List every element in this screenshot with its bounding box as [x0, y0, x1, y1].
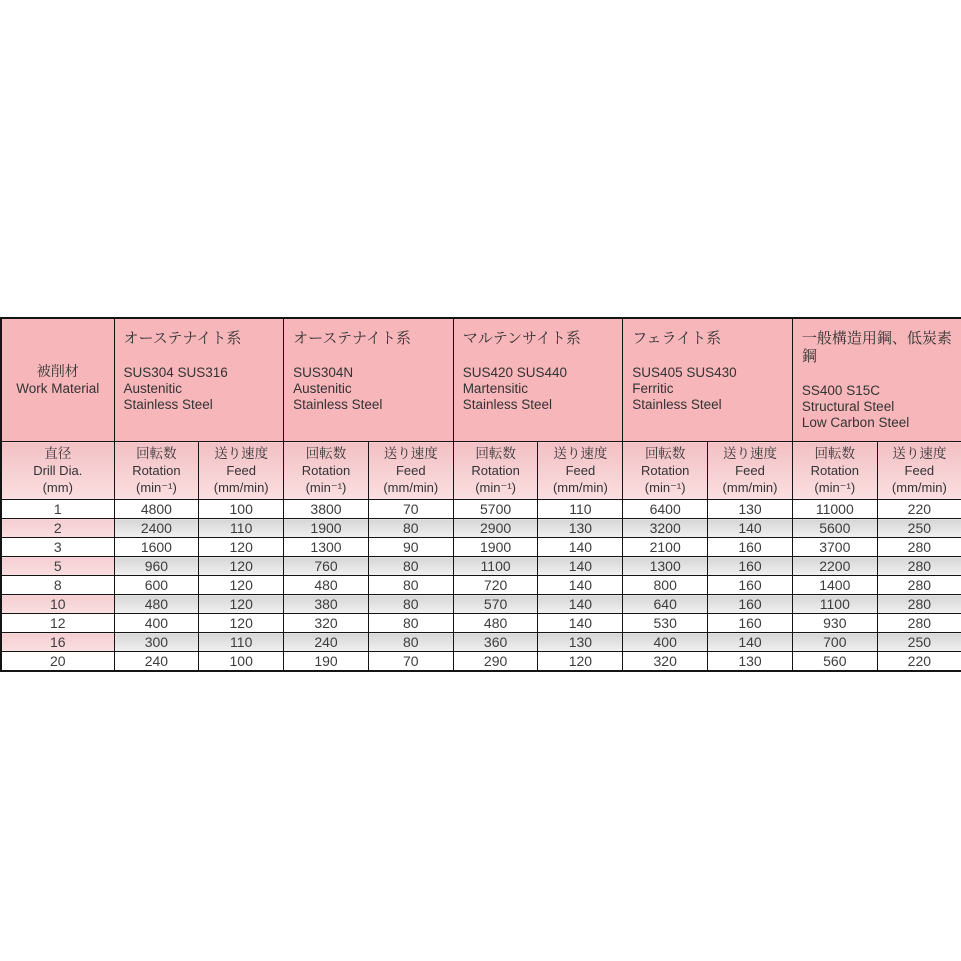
- feed-cell: 80: [368, 633, 453, 652]
- rotation-cell: 1900: [453, 538, 538, 557]
- drill-dia-cell: 2: [1, 519, 114, 538]
- feed-cell: 70: [368, 500, 453, 519]
- rotation-label-ja: 回転数: [644, 446, 686, 461]
- rotation-cell: 5600: [792, 519, 877, 538]
- feed-subheader: [877, 442, 961, 500]
- feed-cell: 130: [538, 633, 623, 652]
- dia-label-unit: (mm): [42, 480, 73, 495]
- drilling-conditions-table: [0, 317, 961, 672]
- feed-cell: 160: [708, 614, 793, 633]
- rotation-cell: 480: [453, 614, 538, 633]
- material-header-row: [1, 318, 961, 442]
- rotation-cell: 930: [792, 614, 877, 633]
- drill-dia-cell: 10: [1, 595, 114, 614]
- material-en-label-2: Stainless Steel: [632, 397, 722, 412]
- material-type-label: フェライト系: [632, 330, 722, 347]
- rotation-subheader: [284, 442, 369, 500]
- feed-cell: 80: [368, 576, 453, 595]
- rotation-cell: 2900: [453, 519, 538, 538]
- table-row: [1, 633, 961, 652]
- drill-dia-cell: 8: [1, 576, 114, 595]
- drill-dia-cell: 20: [1, 652, 114, 672]
- table-row: [1, 500, 961, 519]
- feed-label-ja: 送り速度: [214, 446, 269, 461]
- table-body: [1, 500, 961, 672]
- table-row: [1, 652, 961, 672]
- subheader-row: [1, 442, 961, 500]
- dia-label-ja: 直径: [44, 446, 72, 461]
- feed-label-unit: (mm/min): [552, 480, 608, 495]
- rotation-subheader: [453, 442, 538, 500]
- feed-cell: 80: [368, 557, 453, 576]
- drill-dia-cell: 1: [1, 500, 114, 519]
- rotation-cell: 530: [623, 614, 708, 633]
- rotation-cell: 1300: [623, 557, 708, 576]
- rotation-cell: 1400: [792, 576, 877, 595]
- rotation-cell: 320: [623, 652, 708, 672]
- material-type-label: オーステナイト系: [123, 330, 242, 347]
- rotation-subheader: [792, 442, 877, 500]
- rotation-cell: 1900: [284, 519, 369, 538]
- rotation-subheader: [114, 442, 199, 500]
- rotation-label-en: Rotation: [640, 463, 690, 478]
- feed-subheader: [368, 442, 453, 500]
- feed-cell: 160: [708, 576, 793, 595]
- feed-subheader: [199, 442, 284, 500]
- feed-cell: 160: [708, 557, 793, 576]
- rotation-cell: 560: [792, 652, 877, 672]
- rotation-label-unit: (min⁻¹): [305, 480, 347, 495]
- feed-cell: 280: [877, 576, 961, 595]
- drill-dia-cell: 16: [1, 633, 114, 652]
- rotation-cell: 760: [284, 557, 369, 576]
- feed-cell: 130: [708, 652, 793, 672]
- material-grades-label: SUS420 SUS440: [462, 365, 568, 380]
- feed-cell: 280: [877, 614, 961, 633]
- rotation-subheader: [623, 442, 708, 500]
- feed-cell: 140: [538, 576, 623, 595]
- rotation-cell: 240: [284, 633, 369, 652]
- material-header-martensitic: [453, 318, 623, 442]
- feed-label-en: Feed: [226, 463, 257, 478]
- rotation-cell: 400: [623, 633, 708, 652]
- feed-label-ja: 送り速度: [723, 446, 777, 461]
- feed-cell: 140: [708, 519, 793, 538]
- rotation-cell: 480: [284, 576, 369, 595]
- rotation-cell: 600: [114, 576, 199, 595]
- feed-label-unit: (mm/min): [722, 480, 778, 495]
- rotation-label-en: Rotation: [471, 463, 520, 478]
- material-en-label-1: Structural Steel: [801, 399, 895, 414]
- rotation-cell: 1600: [114, 538, 199, 557]
- rotation-cell: 360: [453, 633, 538, 652]
- feed-cell: 220: [877, 500, 961, 519]
- rotation-cell: 240: [114, 652, 199, 672]
- rotation-label-unit: (min⁻¹): [644, 480, 686, 495]
- rotation-label-ja: 回転数: [136, 446, 177, 461]
- feed-cell: 80: [368, 595, 453, 614]
- work-material-label-ja: 被削材: [36, 363, 79, 379]
- table-row: [1, 595, 961, 614]
- rotation-label-ja: 回転数: [475, 446, 516, 461]
- feed-cell: 120: [199, 595, 284, 614]
- feed-cell: 120: [199, 576, 284, 595]
- feed-label-unit: (mm/min): [891, 480, 947, 495]
- feed-cell: 140: [538, 538, 623, 557]
- table-row: [1, 614, 961, 633]
- feed-cell: 140: [538, 557, 623, 576]
- rotation-cell: 1300: [284, 538, 369, 557]
- table-row: [1, 576, 961, 595]
- feed-label-unit: (mm/min): [383, 480, 439, 495]
- feed-cell: 130: [538, 519, 623, 538]
- rotation-label-unit: (min⁻¹): [814, 480, 856, 495]
- feed-cell: 280: [877, 595, 961, 614]
- feed-cell: 160: [708, 595, 793, 614]
- feed-cell: 140: [538, 614, 623, 633]
- rotation-cell: 380: [284, 595, 369, 614]
- rotation-label-ja: 回転数: [305, 446, 347, 461]
- material-en-label-1: Austenitic: [123, 381, 183, 396]
- feed-cell: 220: [877, 652, 961, 672]
- material-en-label-2: Stainless Steel: [462, 397, 552, 412]
- feed-label-en: Feed: [904, 463, 935, 478]
- rotation-cell: 1100: [792, 595, 877, 614]
- work-material-header: [1, 318, 114, 442]
- rotation-cell: 2200: [792, 557, 877, 576]
- table-row: [1, 519, 961, 538]
- feed-cell: 70: [368, 652, 453, 672]
- rotation-cell: 1100: [453, 557, 538, 576]
- feed-cell: 130: [708, 500, 793, 519]
- feed-cell: 110: [538, 500, 623, 519]
- feed-label-en: Feed: [395, 463, 426, 478]
- feed-cell: 90: [368, 538, 453, 557]
- feed-cell: 100: [199, 652, 284, 672]
- feed-cell: 120: [199, 538, 284, 557]
- material-grades-label: SUS304 SUS316: [123, 365, 228, 380]
- rotation-cell: 3800: [284, 500, 369, 519]
- material-header-ferritic: [623, 318, 793, 442]
- table-header: [1, 318, 961, 500]
- material-grades-label: SUS405 SUS430: [632, 365, 737, 380]
- material-header-austenitic-sus304: [114, 318, 284, 442]
- feed-cell: 250: [877, 519, 961, 538]
- feed-cell: 160: [708, 538, 793, 557]
- rotation-cell: 190: [284, 652, 369, 672]
- drill-dia-cell: 12: [1, 614, 114, 633]
- rotation-label-en: Rotation: [132, 463, 181, 478]
- rotation-cell: 720: [453, 576, 538, 595]
- table-row: [1, 538, 961, 557]
- rotation-label-en: Rotation: [301, 463, 351, 478]
- feed-cell: 80: [368, 614, 453, 633]
- table-row: [1, 557, 961, 576]
- rotation-label-en: Rotation: [810, 463, 860, 478]
- feed-cell: 110: [199, 519, 284, 538]
- rotation-label-ja: 回転数: [814, 446, 856, 461]
- material-en-label-2: Low Carbon Steel: [801, 415, 910, 430]
- feed-cell: 280: [877, 538, 961, 557]
- rotation-cell: 5700: [453, 500, 538, 519]
- material-type-label: マルテンサイト系: [462, 330, 581, 347]
- rotation-cell: 960: [114, 557, 199, 576]
- rotation-cell: 11000: [792, 500, 877, 519]
- rotation-cell: 4800: [114, 500, 199, 519]
- rotation-cell: 700: [792, 633, 877, 652]
- rotation-cell: 290: [453, 652, 538, 672]
- feed-label-en: Feed: [735, 463, 765, 478]
- feed-subheader: [708, 442, 793, 500]
- drill-dia-cell: 3: [1, 538, 114, 557]
- feed-label-en: Feed: [565, 463, 596, 478]
- material-header-austenitic-sus304n: [284, 318, 454, 442]
- rotation-cell: 300: [114, 633, 199, 652]
- material-grades-label: SUS304N: [293, 365, 354, 380]
- material-en-label-2: Stainless Steel: [123, 397, 213, 412]
- material-type-label: オーステナイト系: [293, 330, 411, 347]
- feed-cell: 100: [199, 500, 284, 519]
- feed-label-ja: 送り速度: [383, 446, 438, 461]
- material-en-label-1: Austenitic: [293, 381, 352, 396]
- material-en-label-2: Stainless Steel: [293, 397, 383, 412]
- material-en-label-1: Martensitic: [462, 381, 528, 396]
- rotation-cell: 2100: [623, 538, 708, 557]
- material-grades-label: SS400 S15C: [801, 383, 880, 398]
- rotation-cell: 3200: [623, 519, 708, 538]
- feed-cell: 120: [199, 614, 284, 633]
- rotation-cell: 400: [114, 614, 199, 633]
- rotation-label-unit: (min⁻¹): [475, 480, 516, 495]
- material-en-label-1: Ferritic: [632, 381, 674, 396]
- drill-dia-subheader: [1, 442, 114, 500]
- drill-dia-cell: 5: [1, 557, 114, 576]
- rotation-cell: 6400: [623, 500, 708, 519]
- material-header-structural-steel: [792, 318, 961, 442]
- feed-cell: 140: [708, 633, 793, 652]
- feed-cell: 110: [199, 633, 284, 652]
- feed-cell: 120: [538, 652, 623, 672]
- feed-label-unit: (mm/min): [213, 480, 269, 495]
- feed-cell: 140: [538, 595, 623, 614]
- dia-label-en: Drill Dia.: [33, 463, 83, 478]
- rotation-cell: 480: [114, 595, 199, 614]
- feed-label-ja: 送り速度: [553, 446, 608, 461]
- rotation-cell: 570: [453, 595, 538, 614]
- feed-label-ja: 送り速度: [892, 446, 947, 461]
- rotation-cell: 320: [284, 614, 369, 633]
- material-type-label: 一般構造用鋼、低炭素鋼: [801, 330, 952, 365]
- feed-cell: 280: [877, 557, 961, 576]
- rotation-label-unit: (min⁻¹): [136, 480, 177, 495]
- feed-subheader: [538, 442, 623, 500]
- feed-cell: 120: [199, 557, 284, 576]
- feed-cell: 250: [877, 633, 961, 652]
- rotation-cell: 640: [623, 595, 708, 614]
- rotation-cell: 3700: [792, 538, 877, 557]
- work-material-label-en: Work Material: [16, 381, 100, 396]
- rotation-cell: 800: [623, 576, 708, 595]
- rotation-cell: 2400: [114, 519, 199, 538]
- feed-cell: 80: [368, 519, 453, 538]
